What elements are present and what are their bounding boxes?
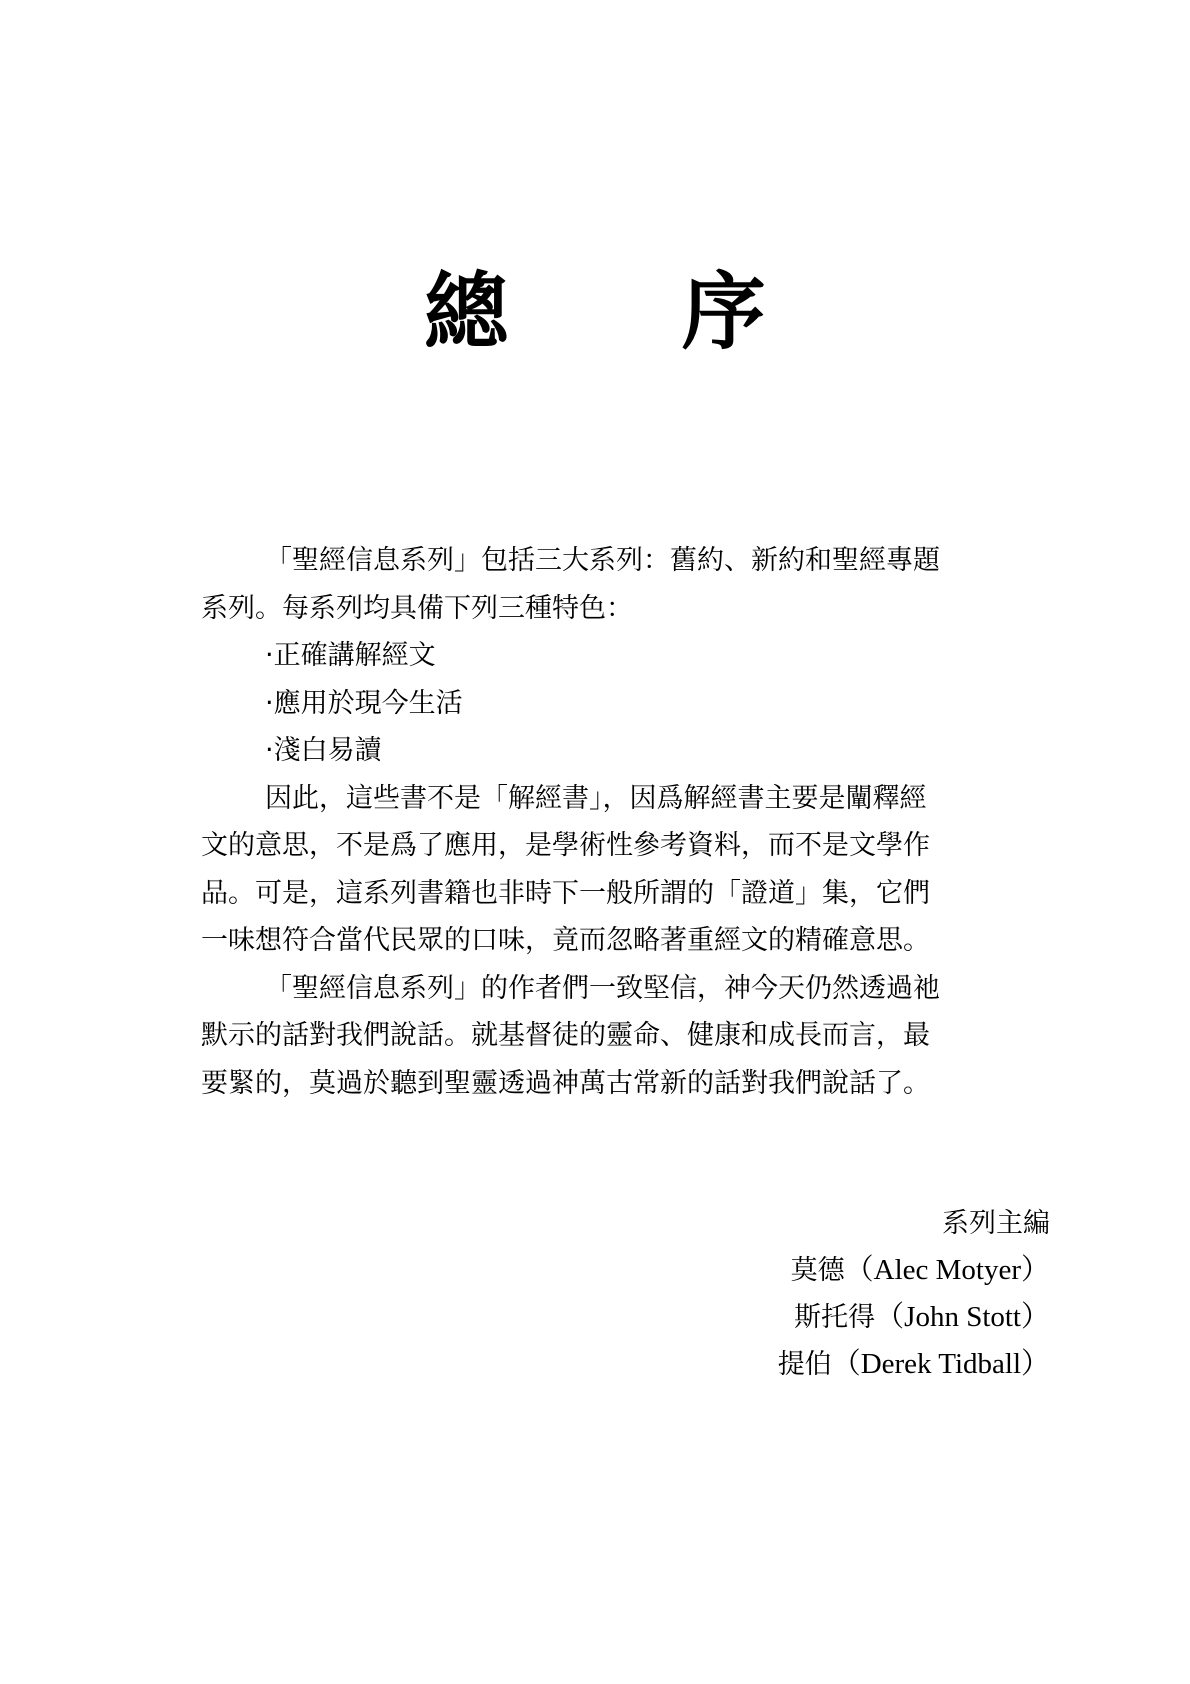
editor-name-en: （Alec Motyer） [844,1254,1050,1286]
body-line: 一味想符合當代民眾的口味，竟而忽略著重經文的精確意思。 [201,925,930,956]
page-title: 總 序 [424,263,838,361]
editor-entry [778,1247,1050,1294]
bullet-item: ‧淺白易讀 [265,735,382,766]
body-line: 要緊的，莫過於聽到聖靈透過神萬古常新的話對我們說話了。 [201,1067,930,1099]
editor-role: 系列主編 [942,1208,1050,1239]
editor-name-en: （Derek Tidball） [831,1348,1050,1380]
editor-name-cn: 莫德 [790,1255,845,1286]
body-line: 系列。每系列均具備下列三種特色： [201,592,633,624]
editor-name-cn: 斯托得 [794,1302,876,1333]
body-line: 「聖經信息系列」的作者們一致堅信，神今天仍然透過祂 [265,972,940,1004]
signoff-block [778,1200,1050,1388]
body-line: 默示的話對我們說話。就基督徒的靈命、健康和成長而言，最 [201,1020,930,1051]
editor-name-cn: 提伯 [777,1349,832,1380]
body-line: 因此，這些書不是「解經書」，因爲解經書主要是闡釋經 [265,782,927,814]
preface-body [201,537,1049,1107]
editor-entry [778,1341,1050,1388]
body-line: 品。可是，這系列書籍也非時下一般所謂的「證道」集，它們 [201,877,930,909]
bullet-item: ‧應用於現今生活 [265,687,463,719]
bullet-item: ‧正確講解經文 [265,640,436,671]
body-line: 文的意思，不是爲了應用，是學術性參考資料，而不是文學作 [201,830,930,861]
editor-entry [778,1294,1050,1341]
editor-name-en: （John Stott） [875,1301,1050,1333]
body-line: 「聖經信息系列」包括三大系列：舊約、新約和聖經專題 [265,545,940,576]
